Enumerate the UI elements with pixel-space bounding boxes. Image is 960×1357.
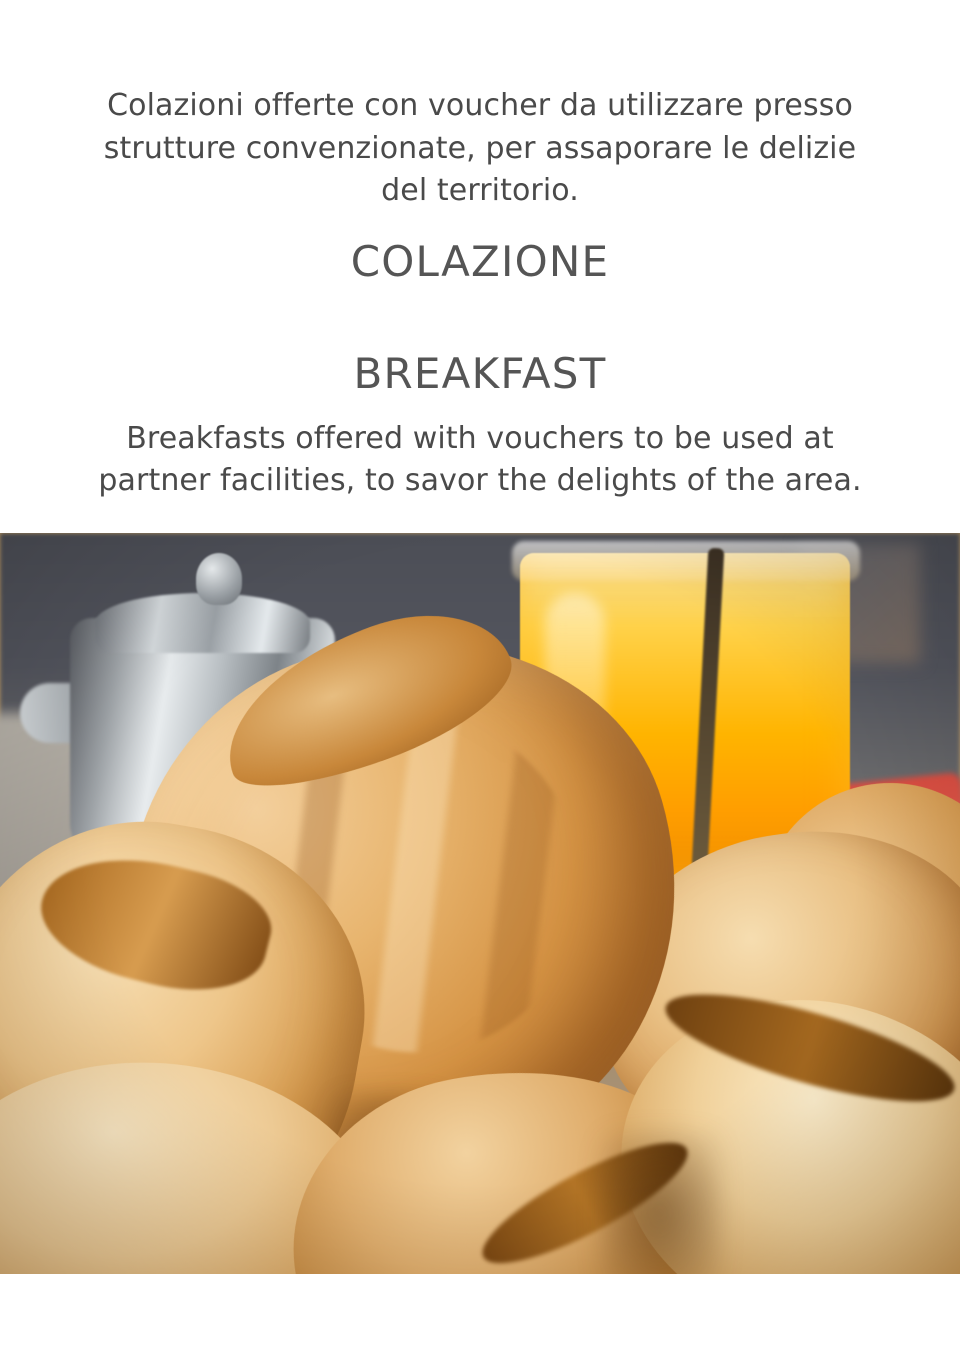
heading-italian: COLAZIONE bbox=[350, 236, 610, 286]
spacer-three bbox=[90, 400, 870, 418]
heading-english: BREAKFAST bbox=[353, 349, 607, 399]
spacer-four bbox=[90, 503, 870, 523]
breakfast-photo bbox=[0, 533, 960, 1274]
photo-canvas bbox=[0, 533, 960, 1274]
spacer-one bbox=[90, 213, 870, 237]
spacer-two bbox=[90, 287, 870, 349]
intro-paragraph-english: Breakfasts offered with vouchers to be used at partner facilities, to savor the delights of the area. bbox=[98, 420, 862, 499]
text-section bbox=[0, 0, 960, 533]
intro-paragraph-italian: Colazioni offerte con voucher da utilizzare presso strutture convenzionate, per assaporare le delizie del territorio. bbox=[103, 88, 857, 209]
photo-vignette bbox=[0, 533, 960, 1274]
